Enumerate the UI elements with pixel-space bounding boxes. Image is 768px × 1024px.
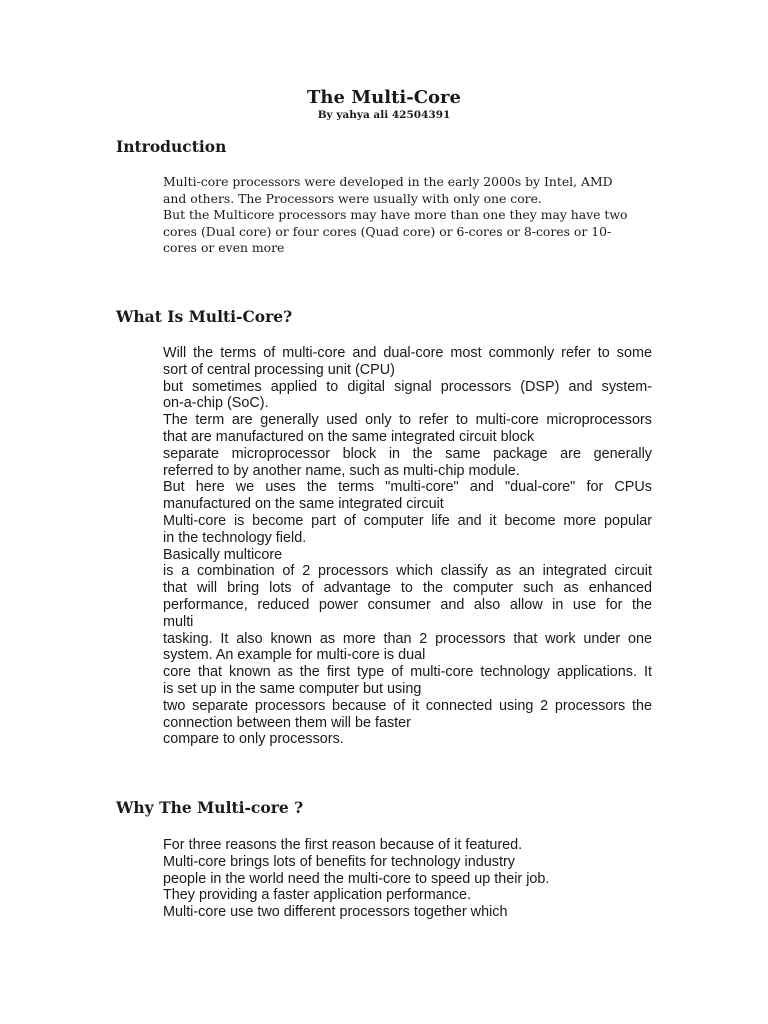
heading-why-the-multi-core: Why The Multi-core ?	[116, 798, 304, 817]
text-line: referred to by another name, such as multi-chip module.	[163, 462, 520, 479]
text-line: manufactured on the same integrated circuit	[163, 496, 444, 513]
text-line: two separate processors because of it connected using 2 processors the	[163, 697, 652, 714]
text-line: connection between them will be faster	[163, 714, 411, 731]
text-line: cores or even more	[163, 240, 285, 256]
text-line: cores (Dual core) or four cores (Quad core) or 6-cores or 8-cores or 10-	[163, 223, 612, 239]
text-line: in the technology field.	[163, 529, 307, 546]
text-line: Multi-core use two different processors together which	[163, 904, 508, 921]
text-line: Multi-core is become part of computer life and it become more popular	[163, 512, 652, 529]
text-line: core that known as the first type of multi-core technology applications. It	[163, 664, 652, 681]
text-line: performance, reduced power consumer and also allow in use for the	[163, 596, 652, 613]
text-line: Multi-core processors were developed in the early 2000s by Intel, AMD	[163, 174, 613, 189]
text-line: Will the terms of multi-core and dual-core most commonly refer to some	[163, 345, 652, 361]
text-line: is a combination of 2 processors which classify as an integrated circuit	[163, 563, 652, 580]
text-line: For three reasons the first reason because of it featured.	[163, 837, 523, 853]
text-line: But the Multicore processors may have more than one they may have two	[163, 207, 628, 223]
text-line: people in the world need the multi-core to speed up their job.	[163, 870, 550, 887]
text-line: that are manufactured on the same integrated circuit block	[163, 428, 535, 445]
why-the-multi-core-paragraph	[163, 837, 652, 921]
text-line: They providing a faster application performance.	[163, 887, 471, 904]
text-line: that will bring lots of advantage to the computer such as enhanced	[163, 580, 652, 597]
text-line: Basically multicore	[163, 546, 283, 563]
text-line: but sometimes applied to digital signal processors (DSP) and system-	[163, 378, 652, 395]
heading-what-is-multi-core: What Is Multi-Core?	[116, 307, 293, 326]
text-line: is set up in the same computer but using	[163, 680, 422, 697]
heading-introduction: Introduction	[116, 137, 227, 156]
author-byline: By yahya ali 42504391	[317, 109, 451, 121]
text-line: multi	[163, 613, 194, 630]
text-line: on-a-chip (SoC).	[163, 395, 269, 412]
text-line: The term are generally used only to refer to multi-core microprocessors	[163, 412, 652, 429]
text-line: sort of central processing unit (CPU)	[163, 361, 395, 378]
text-line: system. An example for multi-core is dual	[163, 647, 426, 664]
text-line: tasking. It also known as more than 2 processors that work under one	[163, 630, 652, 647]
introduction-paragraph	[163, 174, 653, 257]
text-line: and others. The Processors were usually with only one core.	[163, 190, 542, 206]
what-is-multi-core-paragraph	[163, 345, 652, 748]
text-line: Multi-core brings lots of benefits for technology industry	[163, 853, 515, 870]
document-title: The Multi-Core	[307, 87, 461, 108]
text-line: compare to only processors.	[163, 731, 344, 748]
text-line: But here we uses the terms "multi-core" and "dual-core" for CPUs	[163, 479, 652, 496]
text-line: separate microprocessor block in the same package are generally	[163, 445, 652, 462]
